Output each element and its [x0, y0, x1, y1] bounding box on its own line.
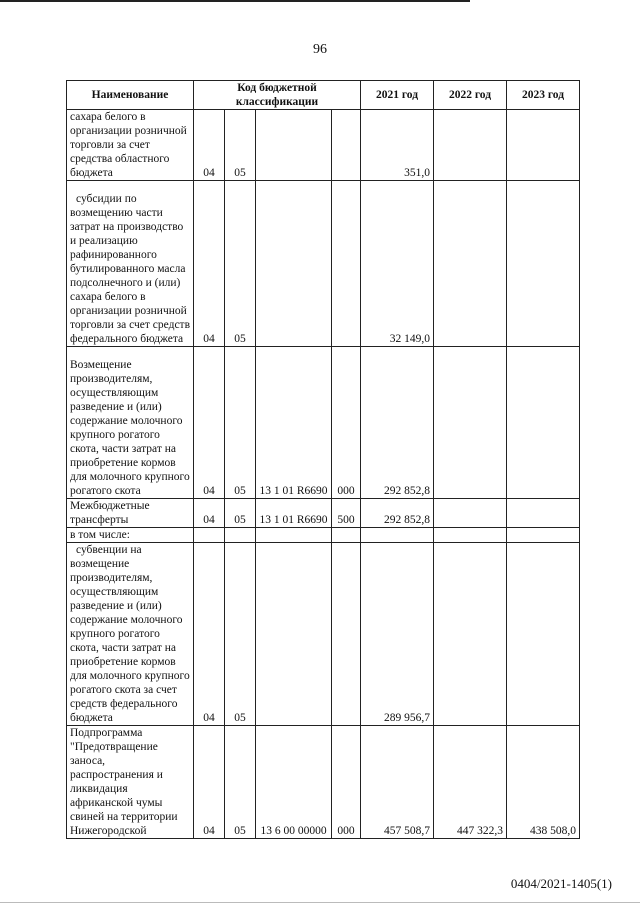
row-value-2022: [434, 499, 507, 528]
row-value-2021: [361, 528, 434, 543]
table-row: [67, 347, 580, 499]
table-row: [67, 110, 580, 181]
row-section-code: 04: [194, 110, 225, 181]
row-name-cell: субсидии по возмещению части затрат на производство и реализацию рафинированного бутилированного масла подсолнечного и (или) сахара белого в организации розничной торговли за счет средств федерального бюджета: [67, 181, 194, 347]
row-subsection-code: 05: [225, 543, 256, 726]
bottom-rule: [0, 902, 640, 903]
row-subsection-code: 05: [225, 499, 256, 528]
row-target-code: [256, 181, 332, 347]
row-value-2023: 438 508,0: [507, 726, 580, 839]
row-subsection-code: [225, 528, 256, 543]
row-section-code: [194, 528, 225, 543]
row-expense-code: 000: [332, 347, 361, 499]
row-value-2021: 292 852,8: [361, 347, 434, 499]
row-subsection-code: 05: [225, 347, 256, 499]
row-target-code: 13 1 01 R6690: [256, 499, 332, 528]
row-value-2021: 351,0: [361, 110, 434, 181]
row-value-2021: 292 852,8: [361, 499, 434, 528]
row-value-2021: 32 149,0: [361, 181, 434, 347]
header-code: Код бюджетной классификации: [194, 81, 361, 110]
row-name-cell: субвенции на возмещение производителям, осуществляющим разведение и (или) содержание молочного крупного рогатого скота, части затрат на приобретение кормов для молочного крупного рогатого скота за счет средств федерального бюджета: [67, 543, 194, 726]
row-subsection-code: 05: [225, 110, 256, 181]
table-header-row: [67, 81, 580, 110]
table-row: [67, 181, 580, 347]
row-target-code: [256, 543, 332, 726]
header-name: Наименование: [67, 81, 194, 110]
row-section-code: 04: [194, 181, 225, 347]
table-row: [67, 726, 580, 839]
row-value-2022: [434, 110, 507, 181]
row-value-2021: 289 956,7: [361, 543, 434, 726]
row-target-code: [256, 528, 332, 543]
row-section-code: 04: [194, 499, 225, 528]
row-expense-code: [332, 110, 361, 181]
row-target-code: [256, 110, 332, 181]
row-value-2021: 457 508,7: [361, 726, 434, 839]
row-section-code: 04: [194, 347, 225, 499]
header-2023: 2023 год: [507, 81, 580, 110]
row-name-cell: Подпрограмма "Предотвращение заноса, распространения и ликвидация африканской чумы свиней на территории Нижегородской: [67, 726, 194, 839]
table-row: [67, 528, 580, 543]
header-2021: 2021 год: [361, 81, 434, 110]
table-row: [67, 543, 580, 726]
budget-table: [66, 80, 580, 839]
header-2022: 2022 год: [434, 81, 507, 110]
row-expense-code: [332, 543, 361, 726]
row-section-code: 04: [194, 726, 225, 839]
row-subsection-code: 05: [225, 181, 256, 347]
row-value-2022: 447 322,3: [434, 726, 507, 839]
row-name-cell: Межбюджетные трансферты: [67, 499, 194, 528]
row-value-2023: [507, 181, 580, 347]
row-value-2022: [434, 347, 507, 499]
row-target-code: 13 6 00 00000: [256, 726, 332, 839]
row-value-2022: [434, 543, 507, 726]
row-name-cell: сахара белого в организации розничной торговли за счет средства областного бюджета: [67, 110, 194, 181]
row-expense-code: 000: [332, 726, 361, 839]
row-target-code: 13 1 01 R6690: [256, 347, 332, 499]
page-number: 96: [313, 42, 327, 57]
row-value-2023: [507, 543, 580, 726]
row-value-2022: [434, 181, 507, 347]
row-value-2023: [507, 528, 580, 543]
row-section-code: 04: [194, 543, 225, 726]
document-number: 0404/2021-1405(1): [510, 876, 612, 891]
row-value-2023: [507, 110, 580, 181]
table-row: [67, 499, 580, 528]
row-value-2023: [507, 347, 580, 499]
row-expense-code: [332, 528, 361, 543]
row-value-2023: [507, 499, 580, 528]
row-name-cell: в том числе:: [67, 528, 194, 543]
row-expense-code: [332, 181, 361, 347]
row-subsection-code: 05: [225, 726, 256, 839]
top-rule: [0, 0, 470, 2]
row-name-cell: Возмещение производителям, осуществляющим разведение и (или) содержание молочного крупного рогатого скота, части затрат на приобретение кормов для молочного крупного рогатого скота: [67, 347, 194, 499]
row-value-2022: [434, 528, 507, 543]
row-expense-code: 500: [332, 499, 361, 528]
table-body: [67, 110, 580, 839]
